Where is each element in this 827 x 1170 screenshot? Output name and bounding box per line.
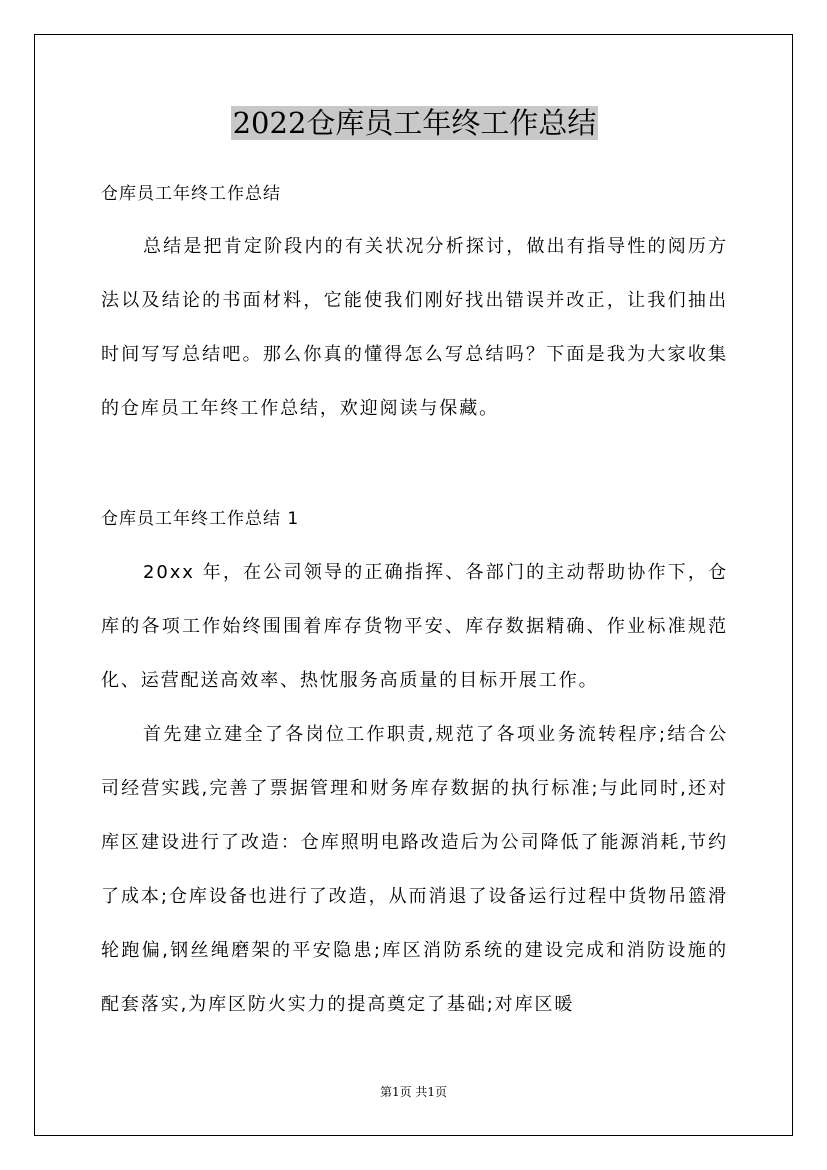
intro-paragraph: 总结是把肯定阶段内的有关状况分析探讨，做出有指导性的阅历方法以及结论的书面材料，它能使我们刚好找出错误并改正，让我们抽出时间写写总结吧。那么你真的懂得怎么写总结吗？下面是我为大家收集的仓库员工年终工作总结，欢迎阅读与保藏。 xyxy=(101,236,728,419)
document-title-text: 2022仓库员工年终工作总结 xyxy=(232,106,597,140)
section-1-heading: 仓库员工年终工作总结 1 xyxy=(101,509,300,529)
section-1-paragraph-2: 首先建立建全了各岗位工作职责,规范了各项业务流转程序;结合公司经营实践,完善了票据管理和财务库存数据的执行标准;与此同时,还对库区建设进行了改造：仓库照明电路改造后为公司降低了能源消耗,节约了成本;仓库设备也进行了改造，从而消退了设备运行过程中货物吊篮滑轮跑偏,钢丝绳磨架的平安隐患;库区消防系统的建设完成和消防设施的配套落实,为库区防火实力的提高奠定了基础;对库区暖 xyxy=(101,724,728,1015)
page-footer: 第1页 共1页 xyxy=(379,1085,448,1099)
document-subtitle: 仓库员工年终工作总结 xyxy=(101,184,281,204)
document-title xyxy=(101,100,728,146)
section-1-paragraph-1: 20xx 年，在公司领导的正确指挥、各部门的主动帮助协作下，仓库的各项工作始终围围着库存货物平安、库存数据精确、作业标准规范化、运营配送高效率、热忱服务高质量的目标开展工作。 xyxy=(101,562,728,691)
